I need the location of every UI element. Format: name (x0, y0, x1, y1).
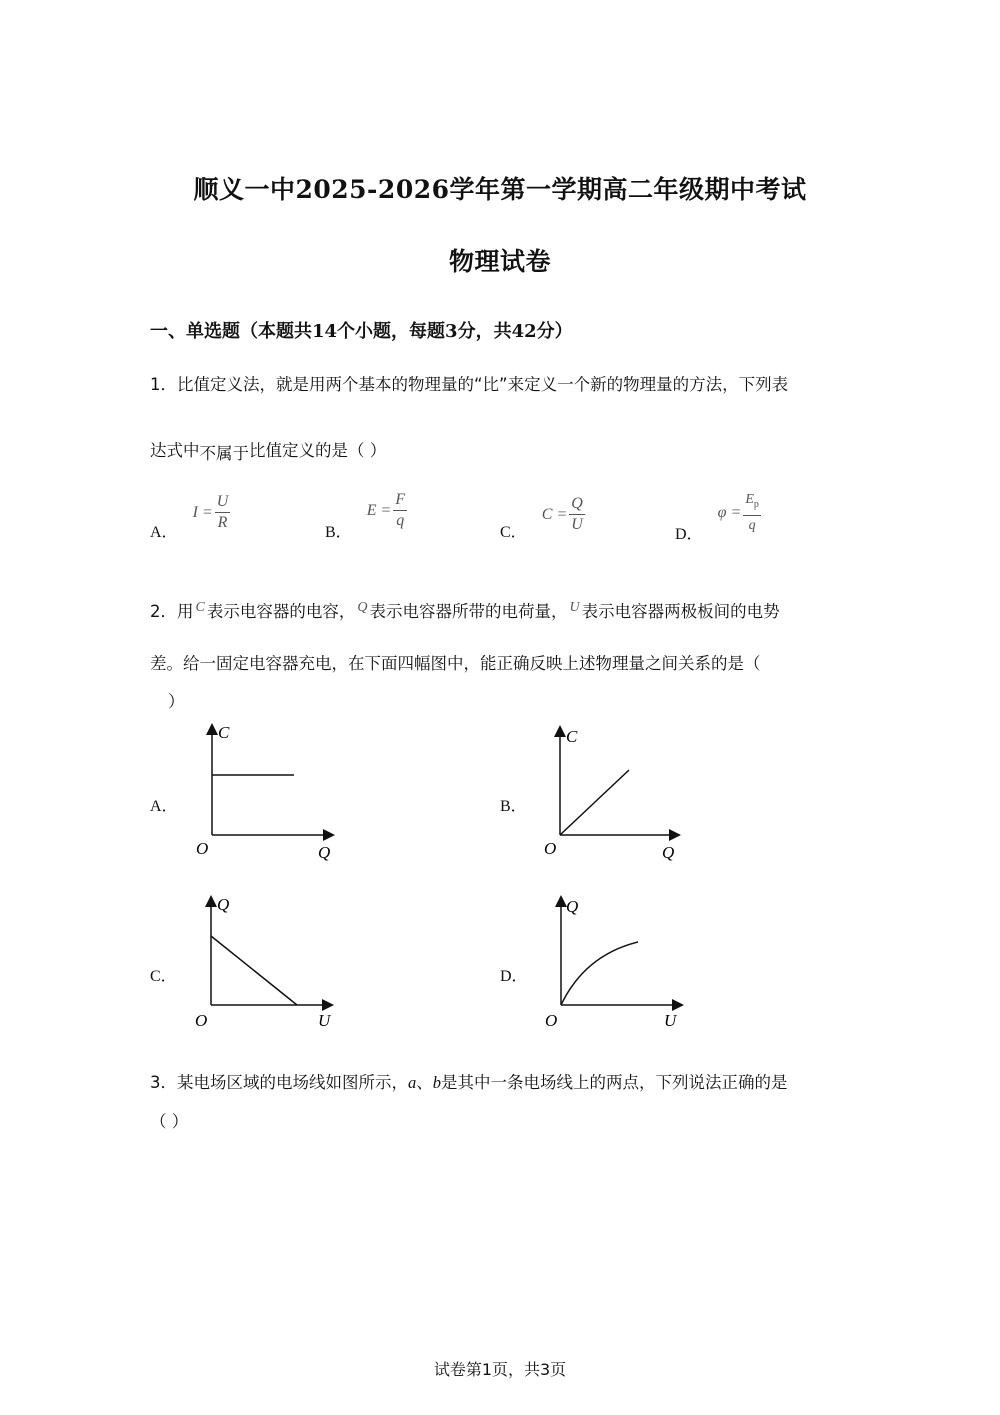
graph-line (211, 936, 297, 1005)
q2-option-d-label[interactable]: D． (500, 968, 528, 985)
q3-text-line2: （ ） (150, 1112, 189, 1131)
q1-text-line1: 1．比值定义法，就是用两个基本的物理量的“比”来定义一个新的物理量的方法，下列表 (150, 375, 789, 394)
origin-label: O (196, 839, 209, 858)
option-label: D． (675, 526, 703, 544)
symbol-u: U (569, 600, 580, 615)
numerator-subscript: p (753, 498, 759, 510)
q2-text-line3: ） (168, 692, 185, 711)
formula-fraction (569, 494, 585, 535)
numerator-main: E (745, 492, 754, 507)
x-axis-label: Q (318, 843, 331, 862)
section-heading: 一、单选题（本题共14个小题，每题3分，共42分） (150, 321, 573, 342)
q2-text-line2: 差。给一固定电容器充电，在下面四幅图中，能正确反映上述物理量之间关系的是（ (150, 654, 761, 673)
numerator: U (215, 492, 231, 513)
q2-option-c-label[interactable]: C． (150, 968, 177, 985)
q2-part1: 表示电容器的电容， (206, 602, 356, 621)
formula-fraction (393, 490, 407, 531)
q3-text-line1 (150, 1069, 788, 1093)
q2-prefix: 2．用 (150, 602, 194, 621)
symbol-c: C (195, 600, 205, 615)
graph-line (560, 770, 629, 835)
q1-option-a[interactable] (150, 492, 230, 541)
q2-part3: 表示电容器两极板间的电势 (581, 602, 780, 621)
origin-label: O (195, 1011, 208, 1030)
denominator: q (396, 512, 405, 529)
x-axis-label: U (318, 1011, 331, 1030)
q1-text-emphasis: 不属于 (199, 444, 249, 463)
q3-part1: 3．某电场区域的电场线如图所示， (150, 1073, 408, 1092)
exam-subtitle: 物理试卷 (448, 247, 551, 276)
option-label: A． (150, 524, 178, 541)
q3-separator: 、 (416, 1073, 433, 1092)
q2-option-b-label[interactable]: B． (500, 798, 527, 815)
page-footer: 试卷第1页，共3页 (433, 1360, 567, 1379)
numerator: Q (569, 494, 585, 515)
numerator (743, 490, 761, 516)
y-axis-label: Q (217, 895, 230, 914)
formula-lhs: E = (366, 502, 392, 519)
point-b: b (432, 1073, 441, 1092)
formula-lhs: C = (541, 506, 568, 523)
y-axis-label: Q (566, 897, 579, 916)
option-label: B． (325, 524, 352, 541)
y-axis-label: C (566, 727, 578, 746)
q1-text-line2 (150, 437, 386, 461)
q1-option-c[interactable] (500, 494, 585, 541)
formula-lhs: φ = (717, 504, 742, 522)
x-axis-label: U (664, 1011, 677, 1030)
denominator: U (571, 516, 583, 533)
graph-curve (561, 942, 638, 1005)
graph-b[interactable] (540, 720, 690, 865)
q3-part2: 是其中一条电场线上的两点，下列说法正确的是 (441, 1073, 788, 1092)
denominator: q (748, 517, 756, 533)
formula-fraction (743, 490, 761, 536)
graph-c[interactable] (190, 890, 340, 1035)
point-a: a (408, 1073, 417, 1092)
option-label: C． (500, 524, 527, 541)
origin-label: O (545, 1011, 558, 1030)
q1-option-b[interactable] (325, 490, 407, 541)
formula-fraction (215, 492, 231, 533)
q2-text-line1 (150, 598, 780, 622)
q1-text-part-b: 比值定义的是（ ） (249, 441, 387, 460)
denominator: R (217, 514, 228, 531)
graph-a[interactable] (190, 718, 340, 863)
formula-lhs: I = (192, 504, 213, 521)
q2-option-a-label[interactable]: A． (150, 798, 178, 815)
numerator: F (393, 490, 407, 511)
q2-part2: 表示电容器所带的电荷量， (369, 602, 568, 621)
exam-title: 顺义一中2025-2026学年第一学期高二年级期中考试 (193, 175, 807, 204)
x-axis-label: Q (662, 843, 675, 862)
q1-option-d[interactable] (675, 490, 761, 544)
graph-d[interactable] (540, 890, 690, 1035)
origin-label: O (544, 839, 557, 858)
q1-text-part-a: 达式中 (150, 441, 200, 460)
y-axis-label: C (218, 723, 230, 742)
symbol-q: Q (357, 600, 368, 615)
